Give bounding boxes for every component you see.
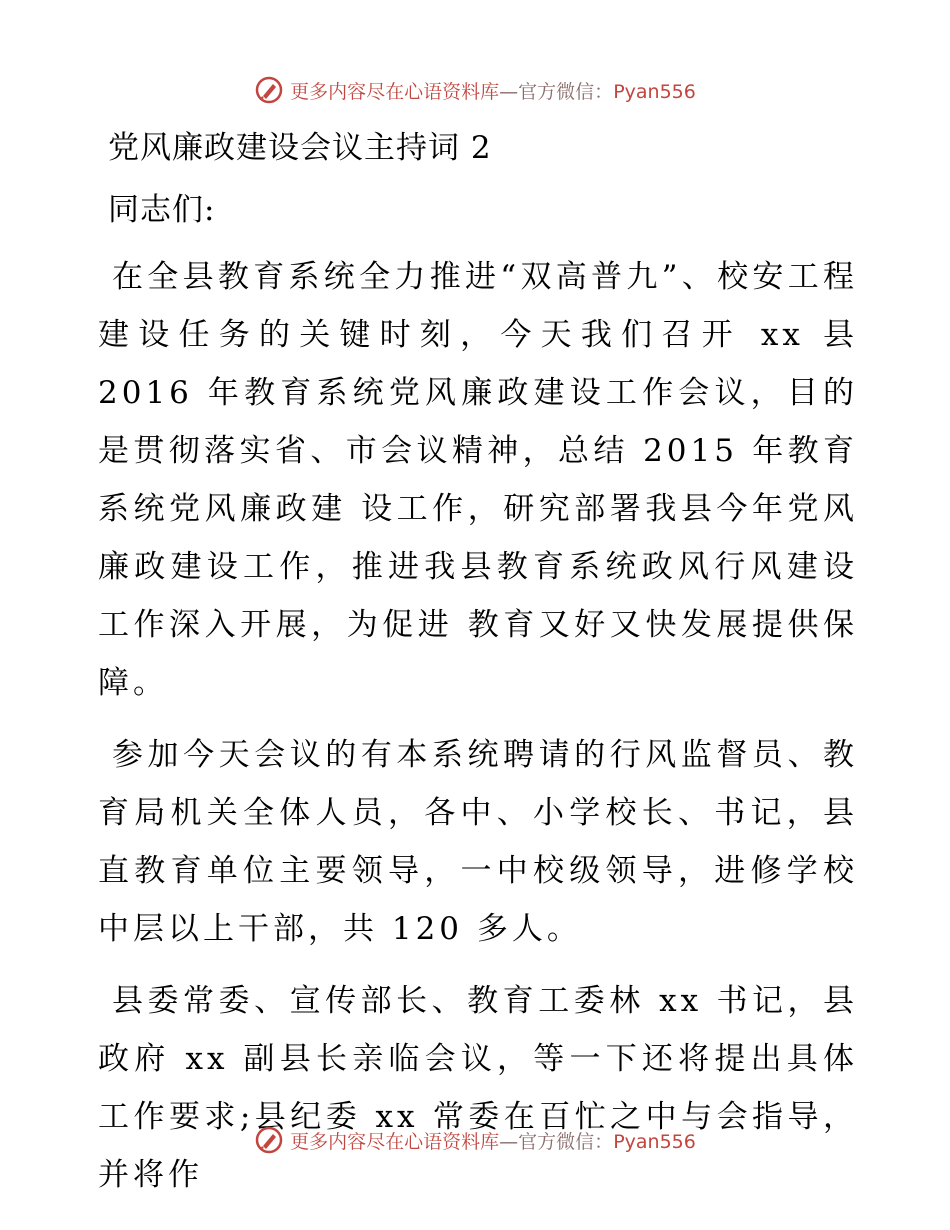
watermark-text <box>290 1127 696 1154</box>
document-body <box>98 120 858 1204</box>
paragraph: 参加今天会议的有本系统聘请的行风监督员、教育局机关全体人员，各中、小学校长、书记，县直教育单位主要领导，一中校级领导，进修学校中层以上干部，共 120 多人。 <box>98 737 858 947</box>
watermark-text <box>290 77 696 104</box>
document-greeting: 同志们: <box>108 192 216 228</box>
pen-circle-logo-icon <box>254 1125 284 1155</box>
pen-circle-logo-icon <box>254 75 284 105</box>
watermark-id: Pyan556 <box>613 1130 696 1153</box>
watermark-official: —官方微信： <box>499 1130 614 1153</box>
header-watermark <box>0 70 950 110</box>
footer-watermark <box>0 1120 950 1160</box>
watermark-main: 更多内容尽在心语资料库 <box>290 80 500 103</box>
paragraph: 县委常委、宣传部长、教育工委林 xx 书记，县政府 xx 副县长亲临会议，等一下还将提出具体工作要求;县纪委 xx 常委在百忙之中与会指导，并将作 <box>98 983 858 1193</box>
document-title: 党风廉政建设会议主持词 2 <box>108 130 492 166</box>
watermark-main: 更多内容尽在心语资料库 <box>290 1130 500 1153</box>
watermark-id: Pyan556 <box>613 80 696 103</box>
paragraph: 在全县教育系统全力推进“双高普九”、校安工程建设任务的关键时刻，今天我们召开 xx 县 2016 年教育系统党风廉政建设工作会议，目的是贯彻落实省、市会议精神，总结 2015 年教育系统党风廉政建 设工作，研究部署我县今年党风廉政建设工作，推进我县教育系统政风行风建设工作深入开展，为促进 教育又好又快发展提供保障。 <box>98 259 858 701</box>
watermark-official: —官方微信： <box>499 80 614 103</box>
